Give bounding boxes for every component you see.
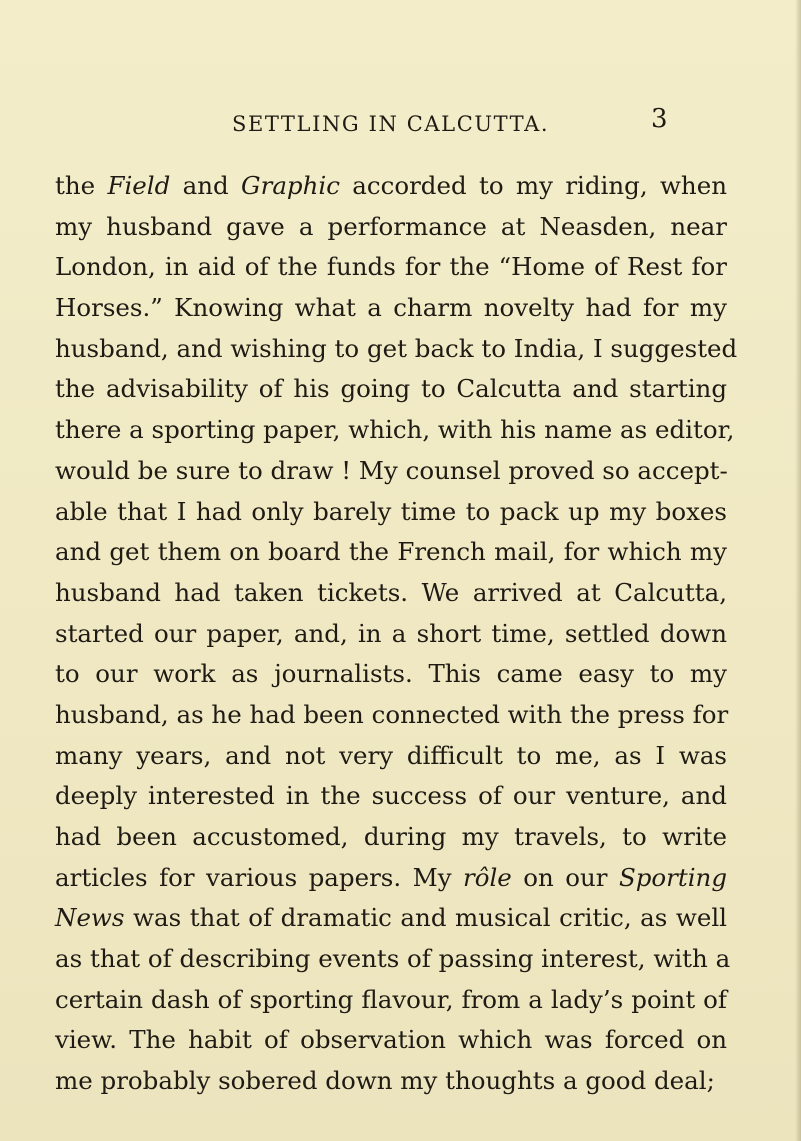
text-line: and get them on board the French mail, for which my xyxy=(55,537,727,567)
text-line: London, in aid of the funds for the “Home of Rest for xyxy=(55,252,727,282)
text-line: would be sure to draw ! My counsel proved so accept- xyxy=(55,455,728,485)
text-line: there a sporting paper, which, with his name as editor, xyxy=(55,415,735,445)
text-line: view. The habit of observation which was forced on xyxy=(55,1025,727,1055)
body-text xyxy=(55,166,738,1102)
italic-text: Graphic xyxy=(241,171,340,200)
text-line: started our paper, and, in a short time, settled down xyxy=(55,618,727,648)
page-number: 3 xyxy=(651,104,668,134)
text-line: me probably sobered down my thoughts a good deal; xyxy=(55,1066,715,1096)
text-line: husband had taken tickets. We arrived at Calcutta, xyxy=(55,577,727,607)
text-line: articles for various papers. My rôle on our Sporting xyxy=(55,862,728,892)
text-line: as that of describing events of passing interest, with a xyxy=(55,944,731,974)
text-line: my husband gave a performance at Neasden, near xyxy=(55,211,727,241)
text-line: certain dash of sporting flavour, from a lady’s point of xyxy=(55,984,727,1014)
text-line: the advisability of his going to Calcutta and starting xyxy=(55,374,727,404)
chapter-title: SETTLING IN CALCUTTA. xyxy=(232,112,550,136)
text-line: News was that of dramatic and musical critic, as well xyxy=(55,903,727,933)
text-line: deeply interested in the success of our venture, and xyxy=(55,781,727,811)
page-edge-shadow xyxy=(795,0,801,1141)
text-line: Horses.” Knowing what a charm novelty had for my xyxy=(55,293,727,323)
italic-text: Sporting xyxy=(618,862,728,892)
text-line: husband, as he had been connected with the press for xyxy=(55,699,729,729)
text-line: husband, and wishing to get back to India, I suggested xyxy=(55,333,738,363)
text-line: many years, and not very difficult to me, as I was xyxy=(55,740,727,770)
running-head xyxy=(0,106,801,140)
italic-text: Field xyxy=(107,171,171,200)
text-line: able that I had only barely time to pack up my boxes xyxy=(55,496,727,526)
text-line: had been accustomed, during my travels, to write xyxy=(55,822,727,851)
text-line: the Field and Graphic accorded to my riding, when xyxy=(55,171,727,200)
italic-text: rôle xyxy=(463,862,512,892)
text-line: to our work as journalists. This came easy to my xyxy=(55,659,727,689)
italic-text: News xyxy=(55,903,125,933)
